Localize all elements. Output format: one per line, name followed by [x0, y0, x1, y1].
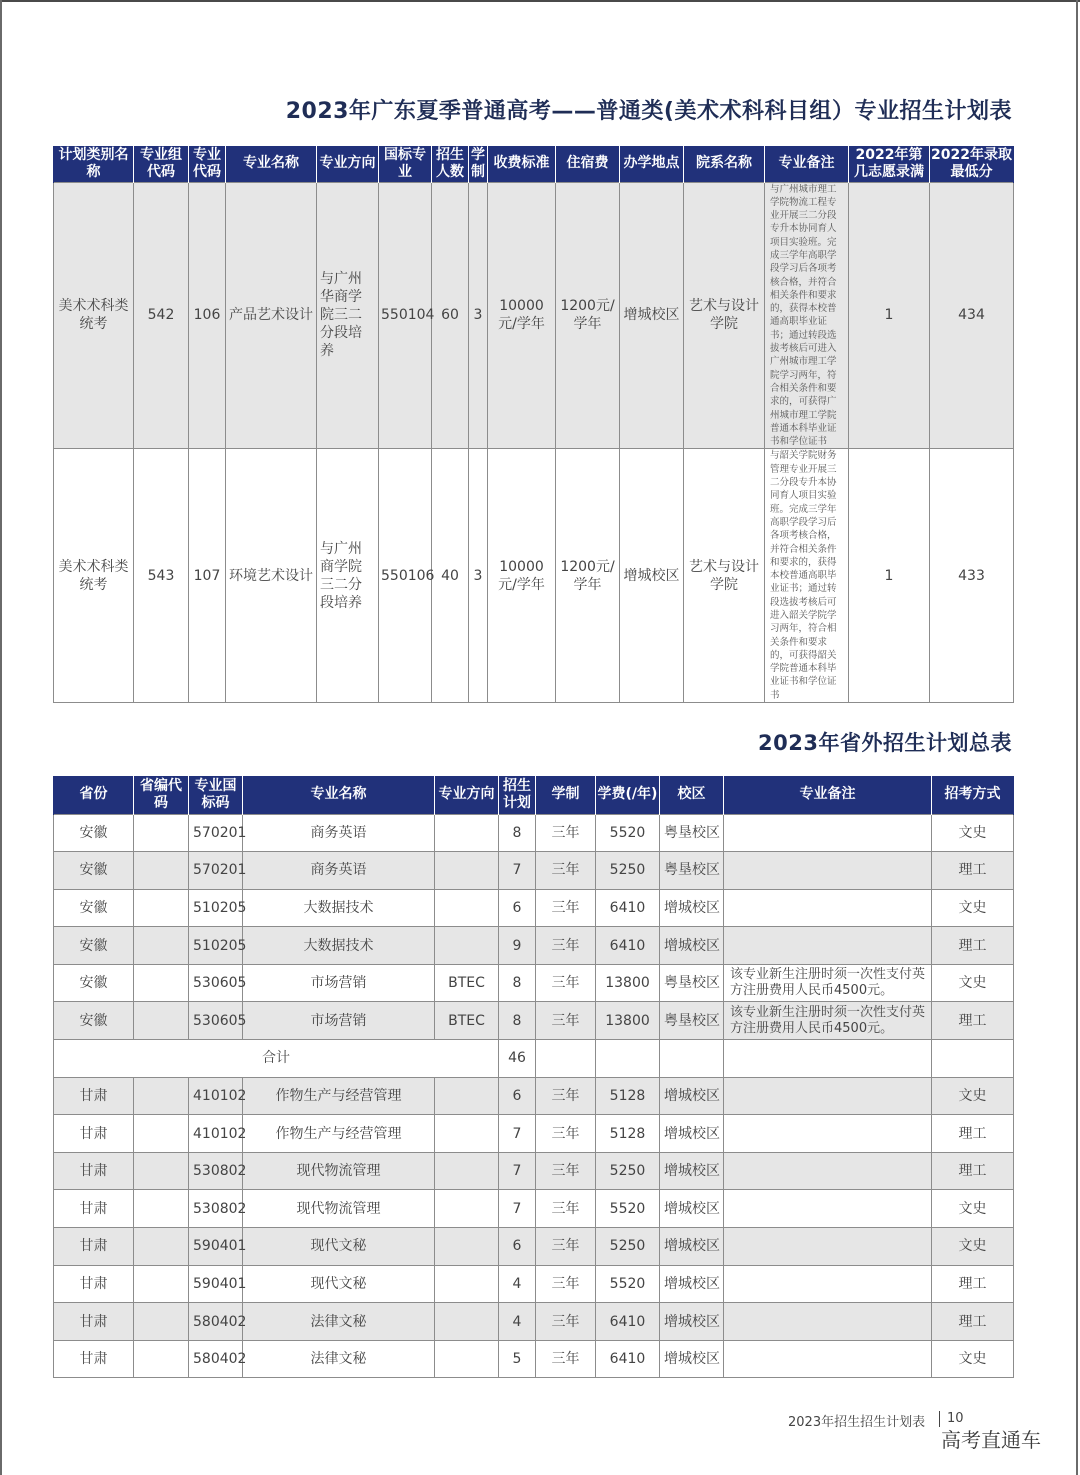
cell-exam-mode: 理工	[932, 852, 1014, 890]
cell-direction: BTEC	[435, 1002, 499, 1040]
cell-direction: BTEC	[435, 964, 499, 1002]
table-row	[54, 1115, 1014, 1153]
table-row	[54, 852, 1014, 890]
header-plan-category: 计划类别名称	[54, 146, 134, 182]
cell-province-code	[134, 964, 189, 1002]
footer-caption: 2023年招生招生计划表	[788, 1415, 926, 1430]
cell-plan: 7	[499, 1152, 536, 1190]
cell-min-score: 434	[930, 182, 1014, 449]
header-remark: 专业备注	[765, 146, 849, 182]
cell-years: 3	[469, 182, 488, 449]
cell-province-code	[134, 1115, 189, 1153]
cell-major: 环境艺术设计	[226, 449, 317, 703]
cell-province: 安徽	[54, 927, 134, 965]
cell-tuition: 6410	[596, 1340, 660, 1378]
cell-years: 三年	[536, 1077, 596, 1115]
header-group-code: 专业组代码	[134, 146, 189, 182]
cell-remark	[724, 1265, 932, 1303]
cell-major: 大数据技术	[243, 927, 435, 965]
cell-years: 三年	[536, 852, 596, 890]
table-row	[54, 964, 1014, 1002]
table-row	[54, 1002, 1014, 1040]
cell-choice: 1	[849, 449, 930, 703]
table-row	[54, 1152, 1014, 1190]
cell-province: 安徽	[54, 1002, 134, 1040]
cell-plan: 美术术科类统考	[54, 449, 134, 703]
cell-national-code: 570201	[189, 852, 243, 890]
header-major-code: 专业代码	[189, 146, 226, 182]
cell-national-code: 590401	[189, 1228, 243, 1266]
cell-national-code: 510205	[189, 927, 243, 965]
cell-campus: 粤垦校区	[660, 814, 724, 852]
cell-province: 甘肃	[54, 1303, 134, 1341]
cell-province-code	[134, 1190, 189, 1228]
cell-national-code: 580402	[189, 1303, 243, 1341]
cell-tuition: 5128	[596, 1115, 660, 1153]
header-years: 学制	[469, 146, 488, 182]
header-remark: 专业备注	[724, 776, 932, 814]
cell-province-code	[134, 889, 189, 927]
cell-province: 甘肃	[54, 1228, 134, 1266]
cell-remark	[724, 1115, 932, 1153]
cell-years: 3	[469, 449, 488, 703]
cell-tuition: 5250	[596, 1228, 660, 1266]
cell-exam-mode: 理工	[932, 1002, 1014, 1040]
cell-province: 甘肃	[54, 1265, 134, 1303]
cell-tuition: 13800	[596, 964, 660, 1002]
frame-left-border	[0, 0, 2, 1475]
header-fee: 收费标准	[488, 146, 556, 182]
cell-exam-mode: 理工	[932, 927, 1014, 965]
cell-remark: 该专业新生注册时须一次性支付英方注册费用人民币4500元。	[724, 964, 932, 1002]
cell-campus: 增城校区	[620, 182, 684, 449]
cell-major: 法律文秘	[243, 1340, 435, 1378]
art-plan-title: 2023年广东夏季普通高考——普通类(美术术科科目组）专业招生计划表	[285, 99, 1012, 124]
cell-exam-mode: 文史	[932, 1077, 1014, 1115]
cell-campus: 增城校区	[660, 1115, 724, 1153]
cell-plan: 8	[499, 814, 536, 852]
cell-national-code: 410102	[189, 1115, 243, 1153]
cell-years: 三年	[536, 927, 596, 965]
cell-remark	[724, 1303, 932, 1341]
cell-national-code: 410102	[189, 1077, 243, 1115]
header-province-code: 省编代码	[134, 776, 189, 814]
cell-tuition: 5250	[596, 1152, 660, 1190]
cell-major: 市场营销	[243, 964, 435, 1002]
cell-major: 产品艺术设计	[226, 182, 317, 449]
cell-years: 三年	[536, 1228, 596, 1266]
cell-campus: 增城校区	[620, 449, 684, 703]
frame-right-border	[1076, 0, 1078, 1475]
cell-direction	[435, 1265, 499, 1303]
cell-dept: 艺术与设计学院	[684, 182, 765, 449]
cell-exam-mode: 理工	[932, 1115, 1014, 1153]
cell-national: 550106	[379, 449, 432, 703]
cell-tuition: 6410	[596, 927, 660, 965]
cell-tuition: 5250	[596, 852, 660, 890]
cell-major: 商务英语	[243, 814, 435, 852]
cell-plan: 8	[499, 1002, 536, 1040]
cell-direction: 与广州华商学院三二分段培养	[317, 182, 379, 449]
cell-campus: 粤垦校区	[660, 964, 724, 1002]
cell-province-code	[134, 1303, 189, 1341]
cell-province: 甘肃	[54, 1115, 134, 1153]
cell-direction	[435, 1228, 499, 1266]
header-plan-count: 招生计划	[499, 776, 536, 814]
out-of-province-table	[53, 776, 1014, 1378]
cell-tuition: 13800	[596, 1002, 660, 1040]
cell-direction	[435, 1115, 499, 1153]
cell-national-code: 530605	[189, 964, 243, 1002]
cell-province: 安徽	[54, 889, 134, 927]
table-row	[54, 814, 1014, 852]
cell-national-code: 510205	[189, 889, 243, 927]
cell-years: 三年	[536, 1340, 596, 1378]
cell-plan: 6	[499, 1077, 536, 1115]
header-major-name: 专业名称	[243, 776, 435, 814]
header-national-code: 专业国标码	[189, 776, 243, 814]
subtotal-row	[54, 1040, 1014, 1078]
footer-divider	[939, 1411, 940, 1427]
cell-enroll: 60	[432, 182, 469, 449]
cell-tuition: 5520	[596, 1190, 660, 1228]
cell-campus: 增城校区	[660, 1152, 724, 1190]
cell-plan: 4	[499, 1265, 536, 1303]
cell-direction	[435, 814, 499, 852]
cell-province-code	[134, 1265, 189, 1303]
cell-campus: 粤垦校区	[660, 1002, 724, 1040]
cell-campus: 增城校区	[660, 1303, 724, 1341]
subtotal-empty	[536, 1040, 596, 1078]
cell-plan: 7	[499, 852, 536, 890]
cell-fee: 10000元/学年	[488, 449, 556, 703]
cell-national-code: 530802	[189, 1152, 243, 1190]
cell-remark	[724, 889, 932, 927]
cell-campus: 粤垦校区	[660, 852, 724, 890]
frame-top-border	[0, 0, 1080, 2]
cell-exam-mode: 理工	[932, 1265, 1014, 1303]
cell-tuition: 5520	[596, 1265, 660, 1303]
cell-national-code: 530802	[189, 1190, 243, 1228]
cell-years: 三年	[536, 964, 596, 1002]
cell-years: 三年	[536, 889, 596, 927]
header-2022-min-score: 2022年录取最低分	[930, 146, 1014, 182]
out-of-province-body	[54, 814, 1014, 1378]
cell-direction	[435, 1077, 499, 1115]
cell-province: 安徽	[54, 814, 134, 852]
cell-national-code: 580402	[189, 1340, 243, 1378]
header-major-direction: 专业方向	[435, 776, 499, 814]
cell-campus: 增城校区	[660, 927, 724, 965]
cell-plan: 9	[499, 927, 536, 965]
cell-direction	[435, 927, 499, 965]
cell-remark: 与韶关学院财务管理专业开展三二分段专升本协同育人项目实验班。完成三学年高职学段学习后各项考核合格，并符合相关条件和要求的，获得本校普通高职毕业证书；通过转段选拔考核后可进入韶关学院学习两年，符合相关条件和要求的，可获得韶关学院普通本科毕业证书和学位证书	[765, 449, 849, 703]
header-enrollment: 招生人数	[432, 146, 469, 182]
cell-remark	[724, 852, 932, 890]
cell-plan: 7	[499, 1115, 536, 1153]
cell-choice: 1	[849, 182, 930, 449]
subtotal-empty	[932, 1040, 1014, 1078]
table-row	[54, 1265, 1014, 1303]
cell-exam-mode: 文史	[932, 1190, 1014, 1228]
cell-plan: 美术术科类统考	[54, 182, 134, 449]
cell-major: 作物生产与经营管理	[243, 1077, 435, 1115]
header-campus: 校区	[660, 776, 724, 814]
header-years: 学制	[536, 776, 596, 814]
cell-campus: 增城校区	[660, 1340, 724, 1378]
cell-national: 550104	[379, 182, 432, 449]
table-row	[54, 889, 1014, 927]
header-2022-choice: 2022年第几志愿录满	[849, 146, 930, 182]
subtotal-empty	[660, 1040, 724, 1078]
cell-fee: 10000元/学年	[488, 182, 556, 449]
header-exam-mode: 招考方式	[932, 776, 1014, 814]
cell-years: 三年	[536, 1303, 596, 1341]
cell-exam-mode: 文史	[932, 814, 1014, 852]
table-row	[54, 1228, 1014, 1266]
cell-national-code: 590401	[189, 1265, 243, 1303]
cell-remark: 与广州城市理工学院物流工程专业开展三二分段专升本协同育人项目实验班。完成三学年高职学段学习后各项考核合格，并符合相关条件和要求的，获得本校普通高职毕业证书；通过转段选拔考核后可进入广州城市理工学院学习两年，符合相关条件和要求的，可获得广州城市理工学院普通本科毕业证书和学位证书	[765, 182, 849, 449]
cell-tuition: 5520	[596, 814, 660, 852]
cell-remark	[724, 1228, 932, 1266]
cell-province-code	[134, 1077, 189, 1115]
cell-major: 现代物流管理	[243, 1190, 435, 1228]
cell-province-code	[134, 1152, 189, 1190]
cell-national-code: 570201	[189, 814, 243, 852]
art-plan-table	[53, 146, 1014, 703]
header-province: 省份	[54, 776, 134, 814]
cell-national-code: 530605	[189, 1002, 243, 1040]
cell-code: 106	[189, 182, 226, 449]
cell-province: 安徽	[54, 964, 134, 1002]
cell-years: 三年	[536, 814, 596, 852]
cell-major: 现代物流管理	[243, 1152, 435, 1190]
cell-years: 三年	[536, 1002, 596, 1040]
header-major-direction: 专业方向	[317, 146, 379, 182]
subtotal-label: 合计	[54, 1040, 499, 1078]
table-row	[54, 1303, 1014, 1341]
cell-province-code	[134, 1340, 189, 1378]
table-row	[54, 182, 1014, 449]
cell-exam-mode: 文史	[932, 1228, 1014, 1266]
subtotal-value: 46	[499, 1040, 536, 1078]
cell-tuition: 6410	[596, 1303, 660, 1341]
cell-province: 安徽	[54, 852, 134, 890]
cell-code: 107	[189, 449, 226, 703]
cell-province: 甘肃	[54, 1340, 134, 1378]
cell-campus: 增城校区	[660, 1190, 724, 1228]
cell-province-code	[134, 1002, 189, 1040]
cell-group: 543	[134, 449, 189, 703]
cell-campus: 增城校区	[660, 1228, 724, 1266]
subtotal-empty	[596, 1040, 660, 1078]
cell-plan: 6	[499, 1228, 536, 1266]
cell-remark	[724, 1152, 932, 1190]
watermark: 高考直通车	[941, 1428, 1041, 1452]
cell-remark	[724, 1077, 932, 1115]
cell-plan: 6	[499, 889, 536, 927]
cell-province-code	[134, 1228, 189, 1266]
cell-province-code	[134, 814, 189, 852]
cell-major: 商务英语	[243, 852, 435, 890]
cell-dorm: 1200元/学年	[556, 449, 620, 703]
cell-province: 甘肃	[54, 1190, 134, 1228]
out-of-province-title: 2023年省外招生计划总表	[758, 731, 1012, 755]
cell-exam-mode: 文史	[932, 889, 1014, 927]
cell-campus: 增城校区	[660, 1265, 724, 1303]
subtotal-empty	[724, 1040, 932, 1078]
cell-remark	[724, 927, 932, 965]
cell-major: 法律文秘	[243, 1303, 435, 1341]
header-major-name: 专业名称	[226, 146, 317, 182]
cell-remark	[724, 1190, 932, 1228]
art-plan-header-row	[54, 146, 1014, 182]
cell-enroll: 40	[432, 449, 469, 703]
cell-campus: 增城校区	[660, 1077, 724, 1115]
cell-major: 现代文秘	[243, 1228, 435, 1266]
header-campus: 办学地点	[620, 146, 684, 182]
table-row	[54, 1190, 1014, 1228]
cell-remark: 该专业新生注册时须一次性支付英方注册费用人民币4500元。	[724, 1002, 932, 1040]
cell-direction	[435, 889, 499, 927]
cell-years: 三年	[536, 1190, 596, 1228]
cell-direction	[435, 1190, 499, 1228]
cell-direction	[435, 1340, 499, 1378]
cell-direction	[435, 1152, 499, 1190]
cell-min-score: 433	[930, 449, 1014, 703]
cell-plan: 4	[499, 1303, 536, 1341]
cell-exam-mode: 文史	[932, 964, 1014, 1002]
cell-years: 三年	[536, 1152, 596, 1190]
table-row	[54, 449, 1014, 703]
cell-direction: 与广州商学院三二分段培养	[317, 449, 379, 703]
header-national-major: 国标专业	[379, 146, 432, 182]
cell-province: 甘肃	[54, 1152, 134, 1190]
cell-plan: 8	[499, 964, 536, 1002]
cell-direction	[435, 852, 499, 890]
header-dorm-fee: 住宿费	[556, 146, 620, 182]
cell-major: 现代文秘	[243, 1265, 435, 1303]
cell-years: 三年	[536, 1265, 596, 1303]
cell-remark	[724, 1340, 932, 1378]
cell-exam-mode: 理工	[932, 1303, 1014, 1341]
out-of-province-header-row	[54, 776, 1014, 814]
table-row	[54, 927, 1014, 965]
cell-province-code	[134, 927, 189, 965]
cell-major: 市场营销	[243, 1002, 435, 1040]
cell-dept: 艺术与设计学院	[684, 449, 765, 703]
cell-plan: 7	[499, 1190, 536, 1228]
cell-major: 大数据技术	[243, 889, 435, 927]
header-department: 院系名称	[684, 146, 765, 182]
table-row	[54, 1077, 1014, 1115]
cell-exam-mode: 理工	[932, 1152, 1014, 1190]
cell-years: 三年	[536, 1115, 596, 1153]
cell-province-code	[134, 852, 189, 890]
cell-tuition: 5128	[596, 1077, 660, 1115]
cell-group: 542	[134, 182, 189, 449]
cell-remark	[724, 814, 932, 852]
cell-plan: 5	[499, 1340, 536, 1378]
table-row	[54, 1340, 1014, 1378]
page-number: 10	[947, 1411, 964, 1426]
cell-direction	[435, 1303, 499, 1341]
header-tuition: 学费(/年)	[596, 776, 660, 814]
cell-major: 作物生产与经营管理	[243, 1115, 435, 1153]
cell-exam-mode: 文史	[932, 1340, 1014, 1378]
cell-tuition: 6410	[596, 889, 660, 927]
cell-province: 甘肃	[54, 1077, 134, 1115]
cell-campus: 增城校区	[660, 889, 724, 927]
cell-dorm: 1200元/学年	[556, 182, 620, 449]
